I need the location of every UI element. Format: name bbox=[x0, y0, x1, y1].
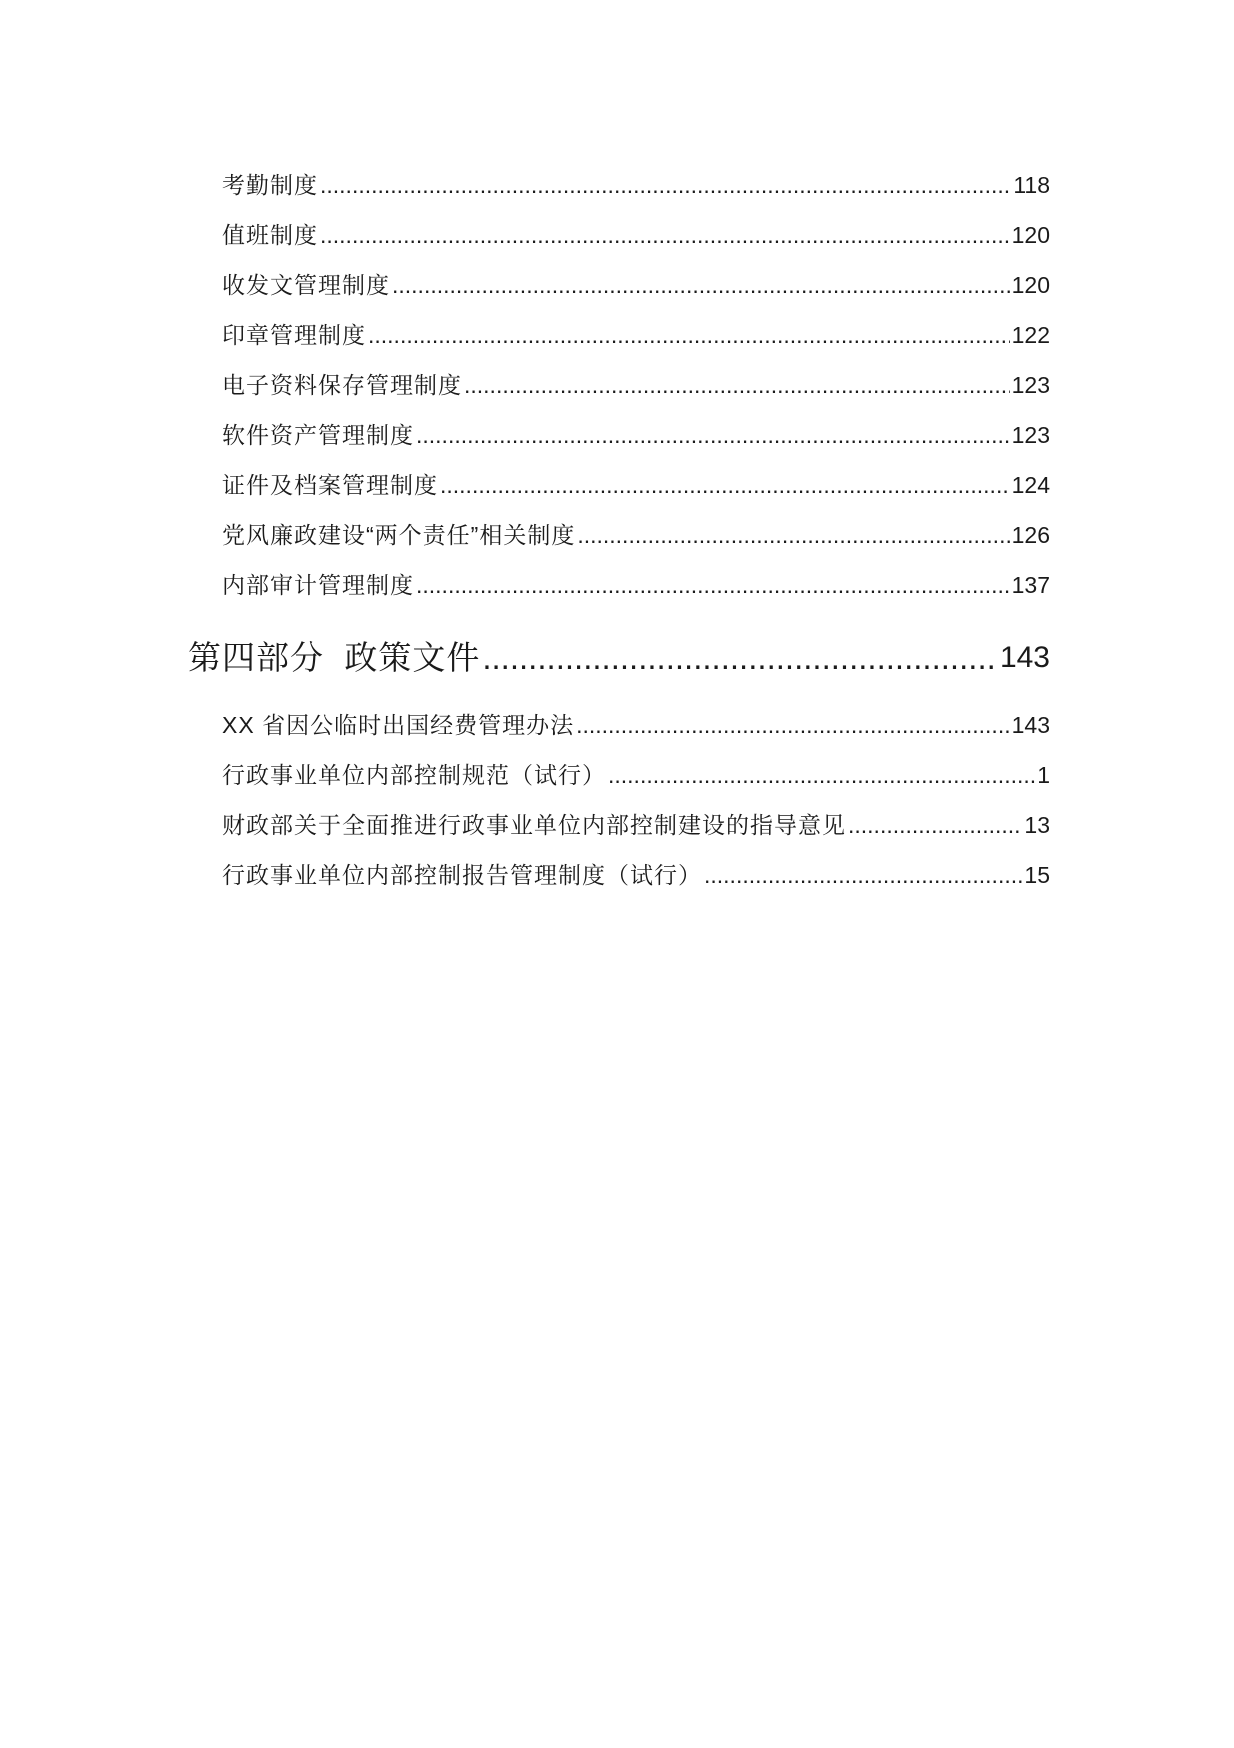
toc-dot-leader bbox=[320, 160, 1011, 210]
toc-entry[interactable] bbox=[222, 310, 1050, 360]
toc-entry-title: 值班制度 bbox=[222, 222, 318, 248]
toc-entry-title: 行政事业单位内部控制规范（试行） bbox=[222, 762, 606, 788]
toc-page-number: 123 bbox=[1011, 372, 1050, 398]
toc-page-number: 120 bbox=[1011, 272, 1050, 298]
toc-entry[interactable] bbox=[222, 360, 1050, 410]
toc-entry-title: 印章管理制度 bbox=[222, 322, 366, 348]
table-of-contents bbox=[188, 160, 1050, 900]
toc-entry[interactable] bbox=[222, 510, 1050, 560]
toc-entry-title: 行政事业单位内部控制报告管理制度（试行） bbox=[222, 862, 702, 888]
toc-entry[interactable] bbox=[222, 410, 1050, 460]
toc-dot-leader bbox=[368, 310, 1010, 360]
toc-page-number: 122 bbox=[1011, 322, 1050, 348]
toc-entry[interactable] bbox=[222, 210, 1050, 260]
toc-entry[interactable] bbox=[222, 700, 1050, 750]
toc-entry[interactable] bbox=[222, 460, 1050, 510]
toc-dot-leader bbox=[848, 800, 1022, 850]
toc-entry-title: 软件资产管理制度 bbox=[222, 422, 414, 448]
toc-page-number: 118 bbox=[1013, 172, 1050, 198]
toc-page-number: 124 bbox=[1011, 472, 1050, 498]
toc-dot-leader bbox=[576, 700, 1010, 750]
toc-entry[interactable] bbox=[222, 260, 1050, 310]
toc-page-number: 13 bbox=[1024, 812, 1050, 838]
toc-entry-title: XX 省因公临时出国经费管理办法 bbox=[222, 712, 575, 738]
toc-dot-leader bbox=[482, 616, 998, 700]
toc-entry-title: 党风廉政建设“两个责任”相关制度 bbox=[222, 522, 576, 548]
toc-dot-leader bbox=[608, 750, 1035, 800]
toc-entry-title: 电子资料保存管理制度 bbox=[222, 372, 462, 398]
toc-entry-title: 内部审计管理制度 bbox=[222, 572, 414, 598]
toc-entry-title: 考勤制度 bbox=[222, 172, 318, 198]
toc-page-number: 1 bbox=[1037, 762, 1050, 788]
toc-dot-leader bbox=[320, 210, 1010, 260]
toc-page-number: 123 bbox=[1011, 422, 1050, 448]
toc-dot-leader bbox=[416, 410, 1010, 460]
toc-entry-title: 财政部关于全面推进行政事业单位内部控制建设的指导意见 bbox=[222, 812, 846, 838]
toc-dot-leader bbox=[577, 510, 1009, 560]
toc-entry[interactable] bbox=[222, 160, 1050, 210]
toc-section-title: 第四部分 政策文件 bbox=[188, 639, 481, 676]
toc-page-number: 15 bbox=[1024, 862, 1050, 888]
toc-dot-leader bbox=[464, 360, 1010, 410]
toc-entry-title: 收发文管理制度 bbox=[222, 272, 390, 298]
toc-dot-leader bbox=[704, 850, 1022, 900]
toc-dot-leader bbox=[392, 260, 1010, 310]
toc-page-number: 126 bbox=[1011, 522, 1050, 548]
toc-section-page-number: 143 bbox=[999, 641, 1050, 674]
toc-entry-title: 证件及档案管理制度 bbox=[222, 472, 438, 498]
toc-entry[interactable] bbox=[222, 750, 1050, 800]
toc-dot-leader bbox=[416, 560, 1010, 610]
toc-entry[interactable] bbox=[222, 850, 1050, 900]
toc-entry[interactable] bbox=[222, 800, 1050, 850]
toc-page-number: 137 bbox=[1011, 572, 1050, 598]
toc-section-heading[interactable] bbox=[188, 616, 1050, 700]
toc-page-number: 143 bbox=[1011, 712, 1050, 738]
toc-entry[interactable] bbox=[222, 560, 1050, 610]
toc-page-number: 120 bbox=[1011, 222, 1050, 248]
toc-dot-leader bbox=[440, 460, 1010, 510]
